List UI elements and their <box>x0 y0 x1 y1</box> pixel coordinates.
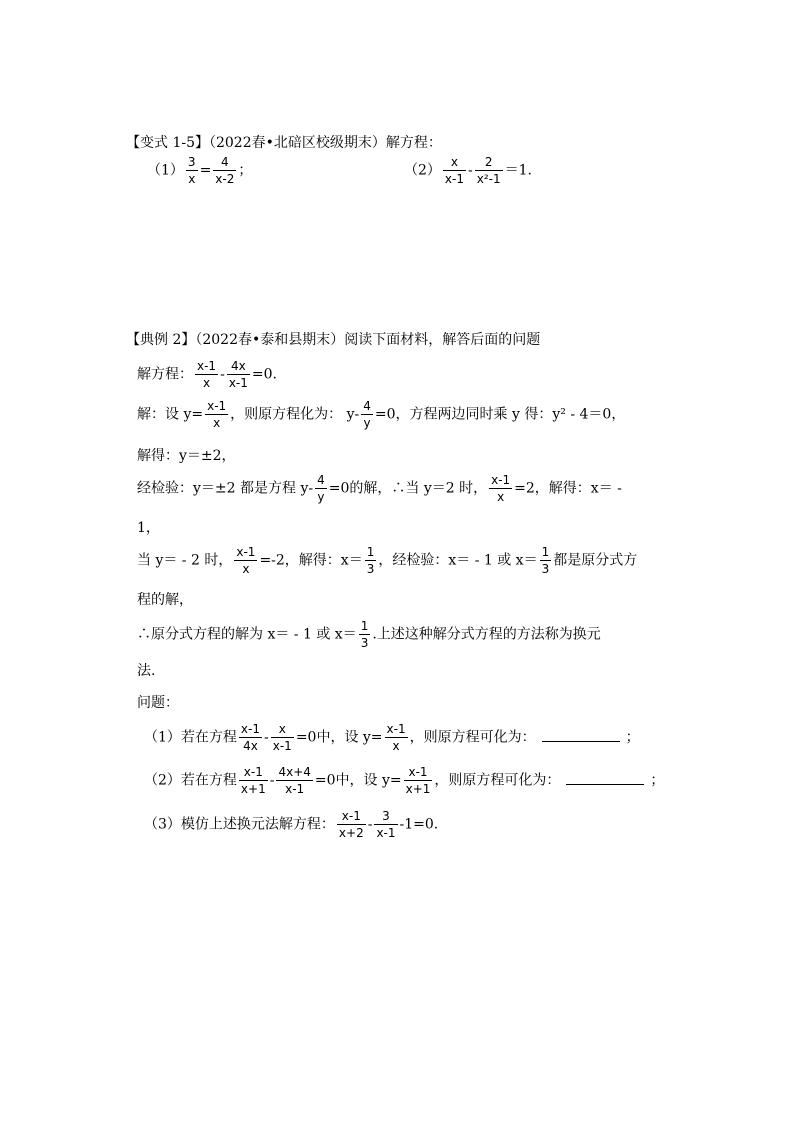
answer-blank[interactable] <box>566 772 644 785</box>
example-line-5: 1， <box>137 520 160 536</box>
part-label: （1） <box>147 162 184 179</box>
answer-blank[interactable] <box>542 729 620 742</box>
fraction: $\frac{x-1}{x}$ <box>236 545 256 576</box>
fraction: $\frac{x-1}{x}$ <box>491 473 511 504</box>
fraction: $\frac{4x}{x-1}$ <box>228 359 248 390</box>
fraction: $\frac{x-1}{x}$ <box>207 399 227 430</box>
fraction: $\frac{1}{3}$ <box>366 545 375 576</box>
example-line-2: 解：设 y= $\frac{x-1}{x}$ ，则原方程化为： y- $\frac{4}{y}$ =0，方程两边同时乘 y 得：y² - 4＝0， <box>137 399 626 430</box>
example-line-7: 程的解， <box>137 592 193 608</box>
example-line-9: 法. <box>137 663 156 679</box>
example-line-1: 解方程： $\frac{x-1}{x}$ - $\frac{4x}{x-1}$ =0. <box>137 359 277 390</box>
fraction: $\frac{x}{x-1}$ <box>272 722 292 753</box>
example-line-6: 当 y＝ - 2 时， $\frac{x-1}{x}$ =-2，解得：x＝ $\frac{1}{3}$ ，经检验：x＝ - 1 或 x＝ $\frac{1}{3}$ 都是原分式方 <box>137 545 638 576</box>
fraction: $\frac{x-1}{4x}$ <box>240 722 260 753</box>
fraction: $\frac{4}{y}$ <box>363 399 371 430</box>
fraction: $\frac{2}{\text{x²-1}}$ <box>476 155 501 186</box>
fraction: $\frac{4}{x-2}$ <box>215 155 235 186</box>
example-line-4: 经检验：y＝±2 都是方程 y- $\frac{4}{y}$ =0的解，∴当 y＝2 时， $\frac{x-1}{x}$ =2，解得：x＝ - <box>137 473 622 504</box>
fraction: $\frac{4x+4}{x-1}$ <box>278 765 311 796</box>
question-2: （2）若在方程 $\frac{x-1}{x+1}$ - $\frac{4x+4}{x-1}$ =0中，设 y= $\frac{x-1}{x+1}$ ，则原方程可化为： ； <box>144 765 665 796</box>
fraction: $\frac{x-1}{x}$ <box>386 722 406 753</box>
fraction: $\frac{4}{y}$ <box>317 473 325 504</box>
example-line-3: 解得：y＝±2， <box>137 448 236 464</box>
question-3: （3）模仿上述换元法解方程： $\frac{x-1}{x+2}$ - $\frac{3}{x-1}$ -1=0. <box>144 809 439 840</box>
example-2-header: 【典例 2】（2022春•泰和县期末）阅读下面材料，解答后面的问题 <box>126 332 541 348</box>
fraction: $\frac{x-1}{x+2}$ <box>338 809 364 840</box>
fraction: $\frac{x}{x-1}$ <box>444 155 464 186</box>
fraction: $\frac{x-1}{x+1}$ <box>405 765 431 796</box>
exercise-1-5-part-2: （2） $\frac{x}{x-1}$ - $\frac{2}{\text{x²-1}}$ ＝1. <box>404 155 532 186</box>
part-label: （2） <box>404 162 441 179</box>
exercise-1-5-part-1: （1） $\frac{3}{x}$ = $\frac{4}{x-2}$ ； <box>147 155 253 186</box>
question-1: （1）若在方程 $\frac{x-1}{4x}$ - $\frac{x}{x-1}$ =0中，设 y= $\frac{x-1}{x}$ ，则原方程可化为： ； <box>144 722 640 753</box>
example-line-8: ∴原分式方程的解为 x＝ - 1 或 x＝ $\frac{1}{3}$ .上述这种解分式方程的方法称为换元 <box>137 619 601 650</box>
fraction: $\frac{3}{x}$ <box>187 155 196 186</box>
fraction: $\frac{x-1}{x}$ <box>197 359 217 390</box>
fraction: $\frac{x-1}{x+1}$ <box>240 765 266 796</box>
fraction: $\frac{1}{3}$ <box>360 619 369 650</box>
questions-label: 问题： <box>137 695 179 711</box>
exercise-1-5-header: 【变式 1-5】（2022春•北碚区校级期末）解方程： <box>126 135 442 151</box>
fraction: $\frac{1}{3}$ <box>541 545 550 576</box>
fraction: $\frac{3}{x-1}$ <box>376 809 396 840</box>
